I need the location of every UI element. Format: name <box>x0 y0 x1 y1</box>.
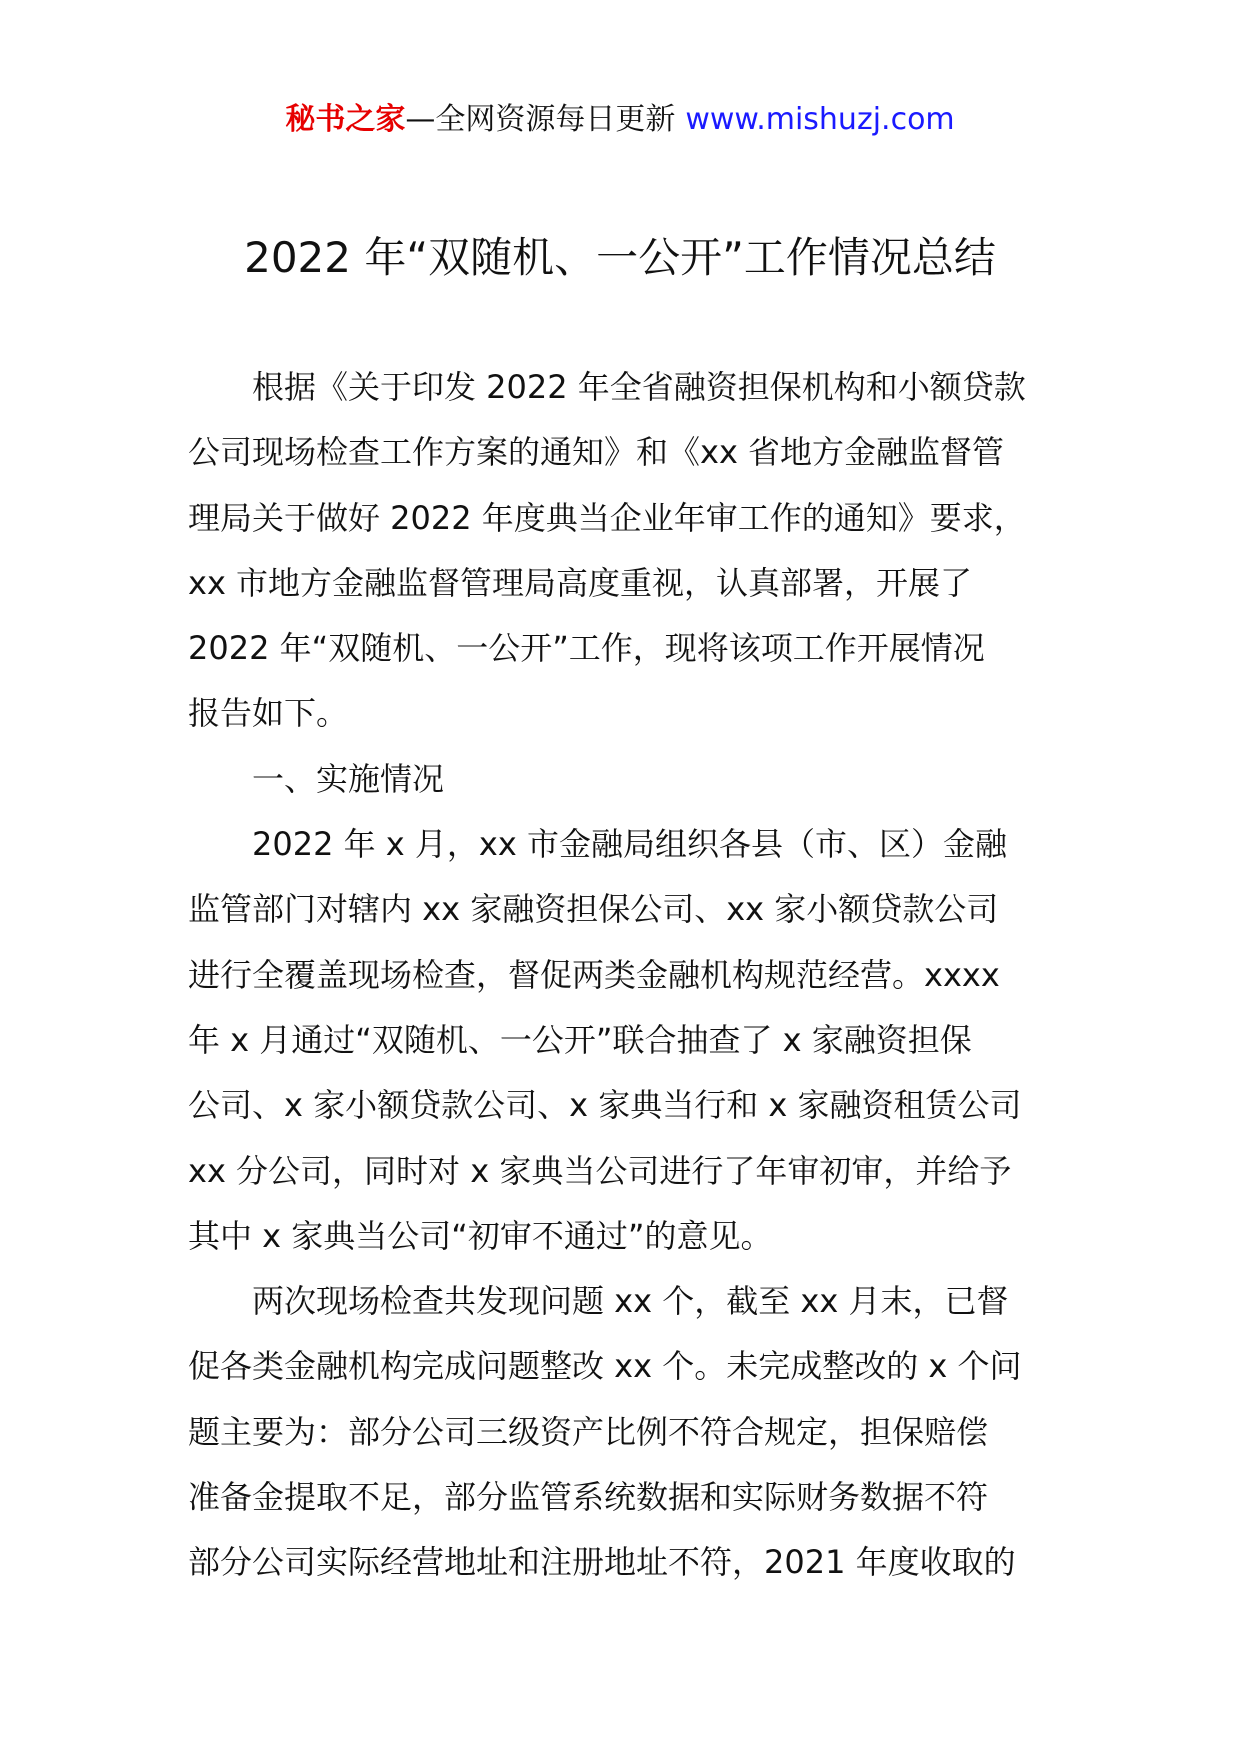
paragraph-line: 2022 年“双随机、一公开”工作，现将该项工作开展情况 <box>188 629 985 668</box>
document-title: 2022 年“双随机、一公开”工作情况总结 <box>244 233 996 282</box>
paragraph-line: 理局关于做好 2022 年度典当企业年审工作的通知》要求， <box>188 498 1026 537</box>
section-heading: 一、实施情况 <box>252 759 445 798</box>
paragraph-line: 公司、x 家小额贷款公司、x 家典当行和 x 家融资租赁公司 <box>188 1086 1022 1125</box>
site-header <box>0 100 1240 140</box>
paragraph-line: 进行全覆盖现场检查，督促两类金融机构规范经营。xxxx <box>188 955 1000 994</box>
paragraph-line: 2022 年 x 月，xx 市金融局组织各县（市、区）金融 <box>252 825 1007 864</box>
site-url-link[interactable]: www.mishuzj.com <box>685 102 955 137</box>
paragraph-line: 监管部门对辖内 xx 家融资担保公司、xx 家小额贷款公司 <box>188 890 999 929</box>
paragraph-line: 部分公司实际经营地址和注册地址不符，2021 年度收取的 <box>188 1543 1016 1582</box>
paragraph-line: xx 分公司，同时对 x 家典当公司进行了年审初审，并给予 <box>188 1151 1012 1190</box>
paragraph-line: 准备金提取不足，部分监管系统数据和实际财务数据不符 <box>188 1478 989 1517</box>
document-body <box>188 355 1058 1596</box>
paragraph-line: xx 市地方金融监督管理局高度重视，认真部署，开展了 <box>188 563 973 602</box>
paragraph-line: 两次现场检查共发现问题 xx 个，截至 xx 月末，已督 <box>252 1282 1009 1321</box>
paragraph-line: 年 x 月通过“双随机、一公开”联合抽查了 x 家融资担保 <box>188 1020 972 1059</box>
paragraph-line: 其中 x 家典当公司“初审不通过”的意见。 <box>188 1216 773 1255</box>
paragraph-line: 根据《关于印发 2022 年全省融资担保机构和小额贷款 <box>252 368 1026 406</box>
paragraph-line: 报告如下。 <box>188 694 349 733</box>
paragraph-line: 公司现场检查工作方案的通知》和《xx 省地方金融监督管 <box>188 433 1005 472</box>
paragraph-line: 促各类金融机构完成问题整改 xx 个。未完成整改的 x 个问 <box>188 1347 1022 1386</box>
brand-name: 秘书之家 <box>285 102 406 137</box>
header-tagline: —全网资源每日更新 <box>405 102 676 137</box>
paragraph-line: 题主要为：部分公司三级资产比例不符合规定，担保赔偿 <box>188 1412 989 1451</box>
